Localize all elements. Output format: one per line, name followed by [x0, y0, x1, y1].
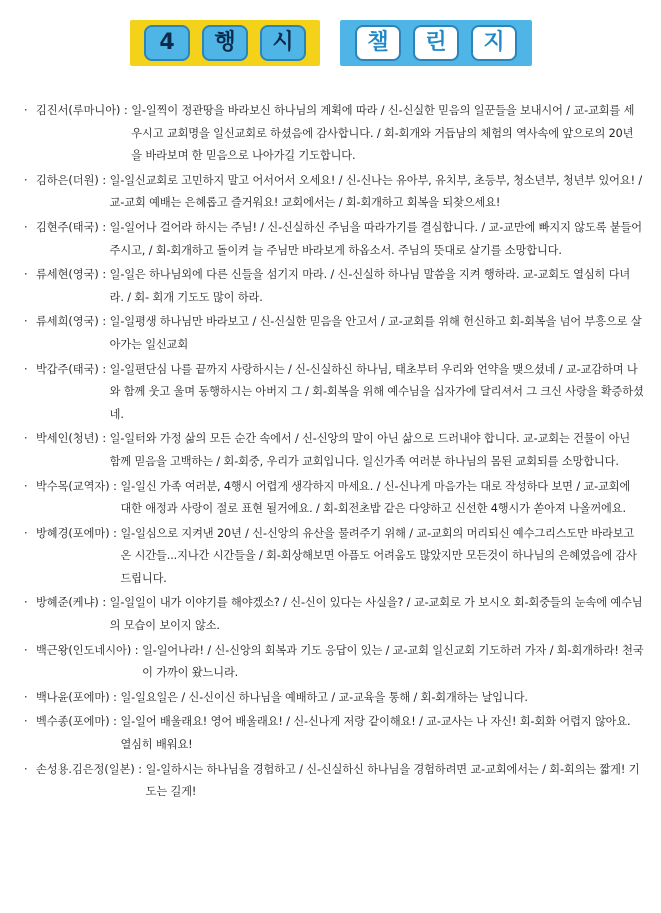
separator: :: [98, 315, 110, 329]
poem-text: 일-일어나라! / 신-신앙의 회복과 기도 응답이 있는 / 교-교회 일신교회 기도하러 가자 / 회-회개하라! 천국이 가까이 왔느니라.: [142, 643, 644, 680]
poem-entry: [24, 640, 644, 685]
poem-text: 일-일터와 가정 삶의 모든 순간 속에서 / 신-신앙의 말이 아닌 삶으로 드러내야 합니다. 교-교회는 건물이 아닌 함께 믿음을 고백하는 / 회-회중, 우리가 교회입니다. 일신가족 여러분 하나님의 몸된 교회되를 소망합니다.: [109, 432, 631, 468]
four-line-poem-tag: [130, 20, 320, 66]
author-name: 방혜경(포에마): [36, 526, 110, 540]
bullet-icon: ·: [24, 173, 28, 187]
title-banner: [0, 20, 661, 70]
poem-entry: [24, 100, 644, 168]
poem-text: 일-일어 배울래요! 영어 배울래요! / 신-신나게 저랑 같이해요! / 교-교사는 나 자신! 회-회화 어렵지 않아요. 열심히 배워요!: [120, 715, 631, 752]
poem-text: 일-일신교회로 고민하지 말고 어서어서 오세요! / 신-신나는 유아부, 유치부, 초등부, 청소년부, 청년부 있어요! / 교-교회 예배는 은혜롭고 즐거워요! 교회에서는 / 회-회개하고 회복을 되찾으세요!: [109, 173, 643, 210]
poem-entry: [24, 428, 644, 473]
poem-text: 일-일어나 걸어라 하시는 주님! / 신-신실하신 주님을 따라가기를 결심합니다. / 교-교만에 빠지지 않도록 붙들어 주시고, / 회-회개하고 돌이켜 늘 주님만 바라보게 하옵소서. 주님의 뜻대로 살기를 소망합니다.: [109, 220, 642, 257]
author-name: 손성용.김은정(일본): [36, 762, 135, 776]
poem-text: 일-일평생 하나님만 바라보고 / 신-신실한 믿음을 안고서 / 교-교회를 위해 헌신하고 회-회복을 넘어 부흥으로 살아가는 일신교회: [109, 315, 642, 351]
author-name: 박갑주(태국): [36, 362, 99, 376]
bullet-icon: ·: [24, 596, 28, 610]
author-name: 류세희(영국): [36, 315, 99, 329]
separator: :: [109, 690, 121, 704]
challenge-tag: [340, 20, 532, 66]
poem-entry: [24, 711, 644, 756]
poem-entry: [24, 311, 644, 356]
poem-entry: [24, 476, 644, 521]
banner-char: 챌: [355, 25, 401, 61]
bullet-icon: ·: [24, 526, 28, 540]
bullet-icon: ·: [24, 315, 28, 329]
poem-entry: [24, 264, 644, 309]
poem-entry: [24, 170, 644, 215]
bullet-icon: ·: [24, 643, 28, 657]
bullet-icon: ·: [24, 762, 28, 776]
separator: :: [98, 596, 110, 610]
author-name: 김하은(더원): [36, 173, 99, 187]
banner-char: 시: [260, 25, 306, 61]
separator: :: [131, 643, 143, 657]
poem-text: 일-일신 가족 여러분, 4행시 어렵게 생각하지 마세요. / 신-신나게 마음가는 대로 작성하다 보면 / 교-교회에 대한 애정과 사랑이 절로 표현 될거에요. / 회-회전초밥 같은 다양하고 신선한 4행시가 쏟아져 나올꺼에요.: [120, 479, 631, 516]
separator: :: [98, 362, 110, 376]
author-name: 박세인(청년): [36, 432, 99, 446]
separator: :: [98, 432, 110, 446]
poem-entry: [24, 687, 644, 710]
poem-entry: [24, 217, 644, 262]
separator: :: [98, 220, 110, 234]
poem-entry: [24, 759, 644, 804]
author-name: 김현주(태국): [36, 220, 99, 234]
separator: :: [120, 104, 132, 117]
poem-entry: [24, 359, 644, 427]
separator: :: [109, 479, 121, 493]
bullet-icon: ·: [24, 362, 28, 376]
poem-entry: [24, 592, 644, 637]
poem-text: 일-일심으로 지켜낸 20년 / 신-신앙의 유산을 물려주기 위해 / 교-교회의 머리되신 예수그리스도만 바라보고 온 시간들...지나간 시간들을 / 회-회상해보면 아픔도 어려움도 많았지만 모든것이 하나님의 은혜였음에 감사드립니다.: [120, 526, 637, 585]
poem-text: 일-일하시는 하나님을 경험하고 / 신-신실하신 하나님을 경험하려면 교-교회에서는 / 회-회의는 짧게! 기도는 길게!: [145, 762, 640, 799]
bullet-icon: ·: [24, 104, 28, 117]
separator: :: [109, 526, 121, 540]
separator: :: [134, 762, 146, 776]
banner-char: 린: [413, 25, 459, 61]
separator: :: [98, 268, 110, 282]
poem-text: 일-일요일은 / 신-신이신 하나님을 예배하고 / 교-교육을 통해 / 회-회개하는 날입니다.: [120, 690, 528, 704]
bullet-icon: ·: [24, 715, 28, 729]
poem-text: 일-일일이 내가 이야기를 해야겠소? / 신-신이 있다는 사실을? / 교-교회로 가 보시오 회-회중들의 눈속에 예수님의 모습이 보이지 않소.: [109, 596, 643, 633]
author-name: 방혜준(케냐): [36, 596, 99, 610]
separator: :: [98, 173, 110, 187]
poem-text: 일-일은 하나님외에 다른 신들을 섬기지 마라. / 신-신실하 하나님 말씀을 지켜 행하라. 교-교회도 열심히 다녀라. / 회- 회개 기도도 많이 하라.: [109, 268, 631, 304]
poem-list: [24, 100, 644, 806]
poem-text: 일-일편단심 나를 끝까지 사랑하시는 / 신-신실하신 하나님, 태초부터 우리와 언약을 맺으셨네 / 교-교감하며 나와 함께 웃고 울며 동행하시는 아버지 그 / 회-회복을 위해 예수님을 십자가에 달리셔서 그 크신 사랑을 확증하셨네.: [109, 362, 644, 421]
bullet-icon: ·: [24, 220, 28, 234]
author-name: 벡수종(포에마): [36, 715, 110, 729]
author-name: 백나윤(포에마): [36, 690, 110, 704]
bullet-icon: ·: [24, 690, 28, 704]
bullet-icon: ·: [24, 268, 28, 282]
separator: :: [109, 715, 121, 729]
author-name: 류세현(영국): [36, 268, 99, 282]
bullet-icon: ·: [24, 479, 28, 493]
banner-char: 지: [471, 25, 517, 61]
author-name: 김진서(루마니아): [36, 104, 121, 117]
poem-text: 일-일찍이 정관땅을 바라보신 하나님의 계획에 따라 / 신-신실한 믿음의 일꾼들을 보내시어 / 교-교회를 세우시고 교회명을 일신교회로 하셨음에 감사합니다. / 회-회개와 거듭남의 체험의 역사속에 앞으로의 20년을 바라보며 한 믿음으로 나아가길 기도합니다.: [131, 104, 635, 163]
banner-char: 4: [144, 25, 190, 61]
poem-entry: [24, 523, 644, 591]
bullet-icon: ·: [24, 432, 28, 446]
author-name: 박수목(교역자): [36, 479, 110, 493]
banner-char: 행: [202, 25, 248, 61]
author-name: 백근왕(인도네시아): [36, 643, 132, 657]
